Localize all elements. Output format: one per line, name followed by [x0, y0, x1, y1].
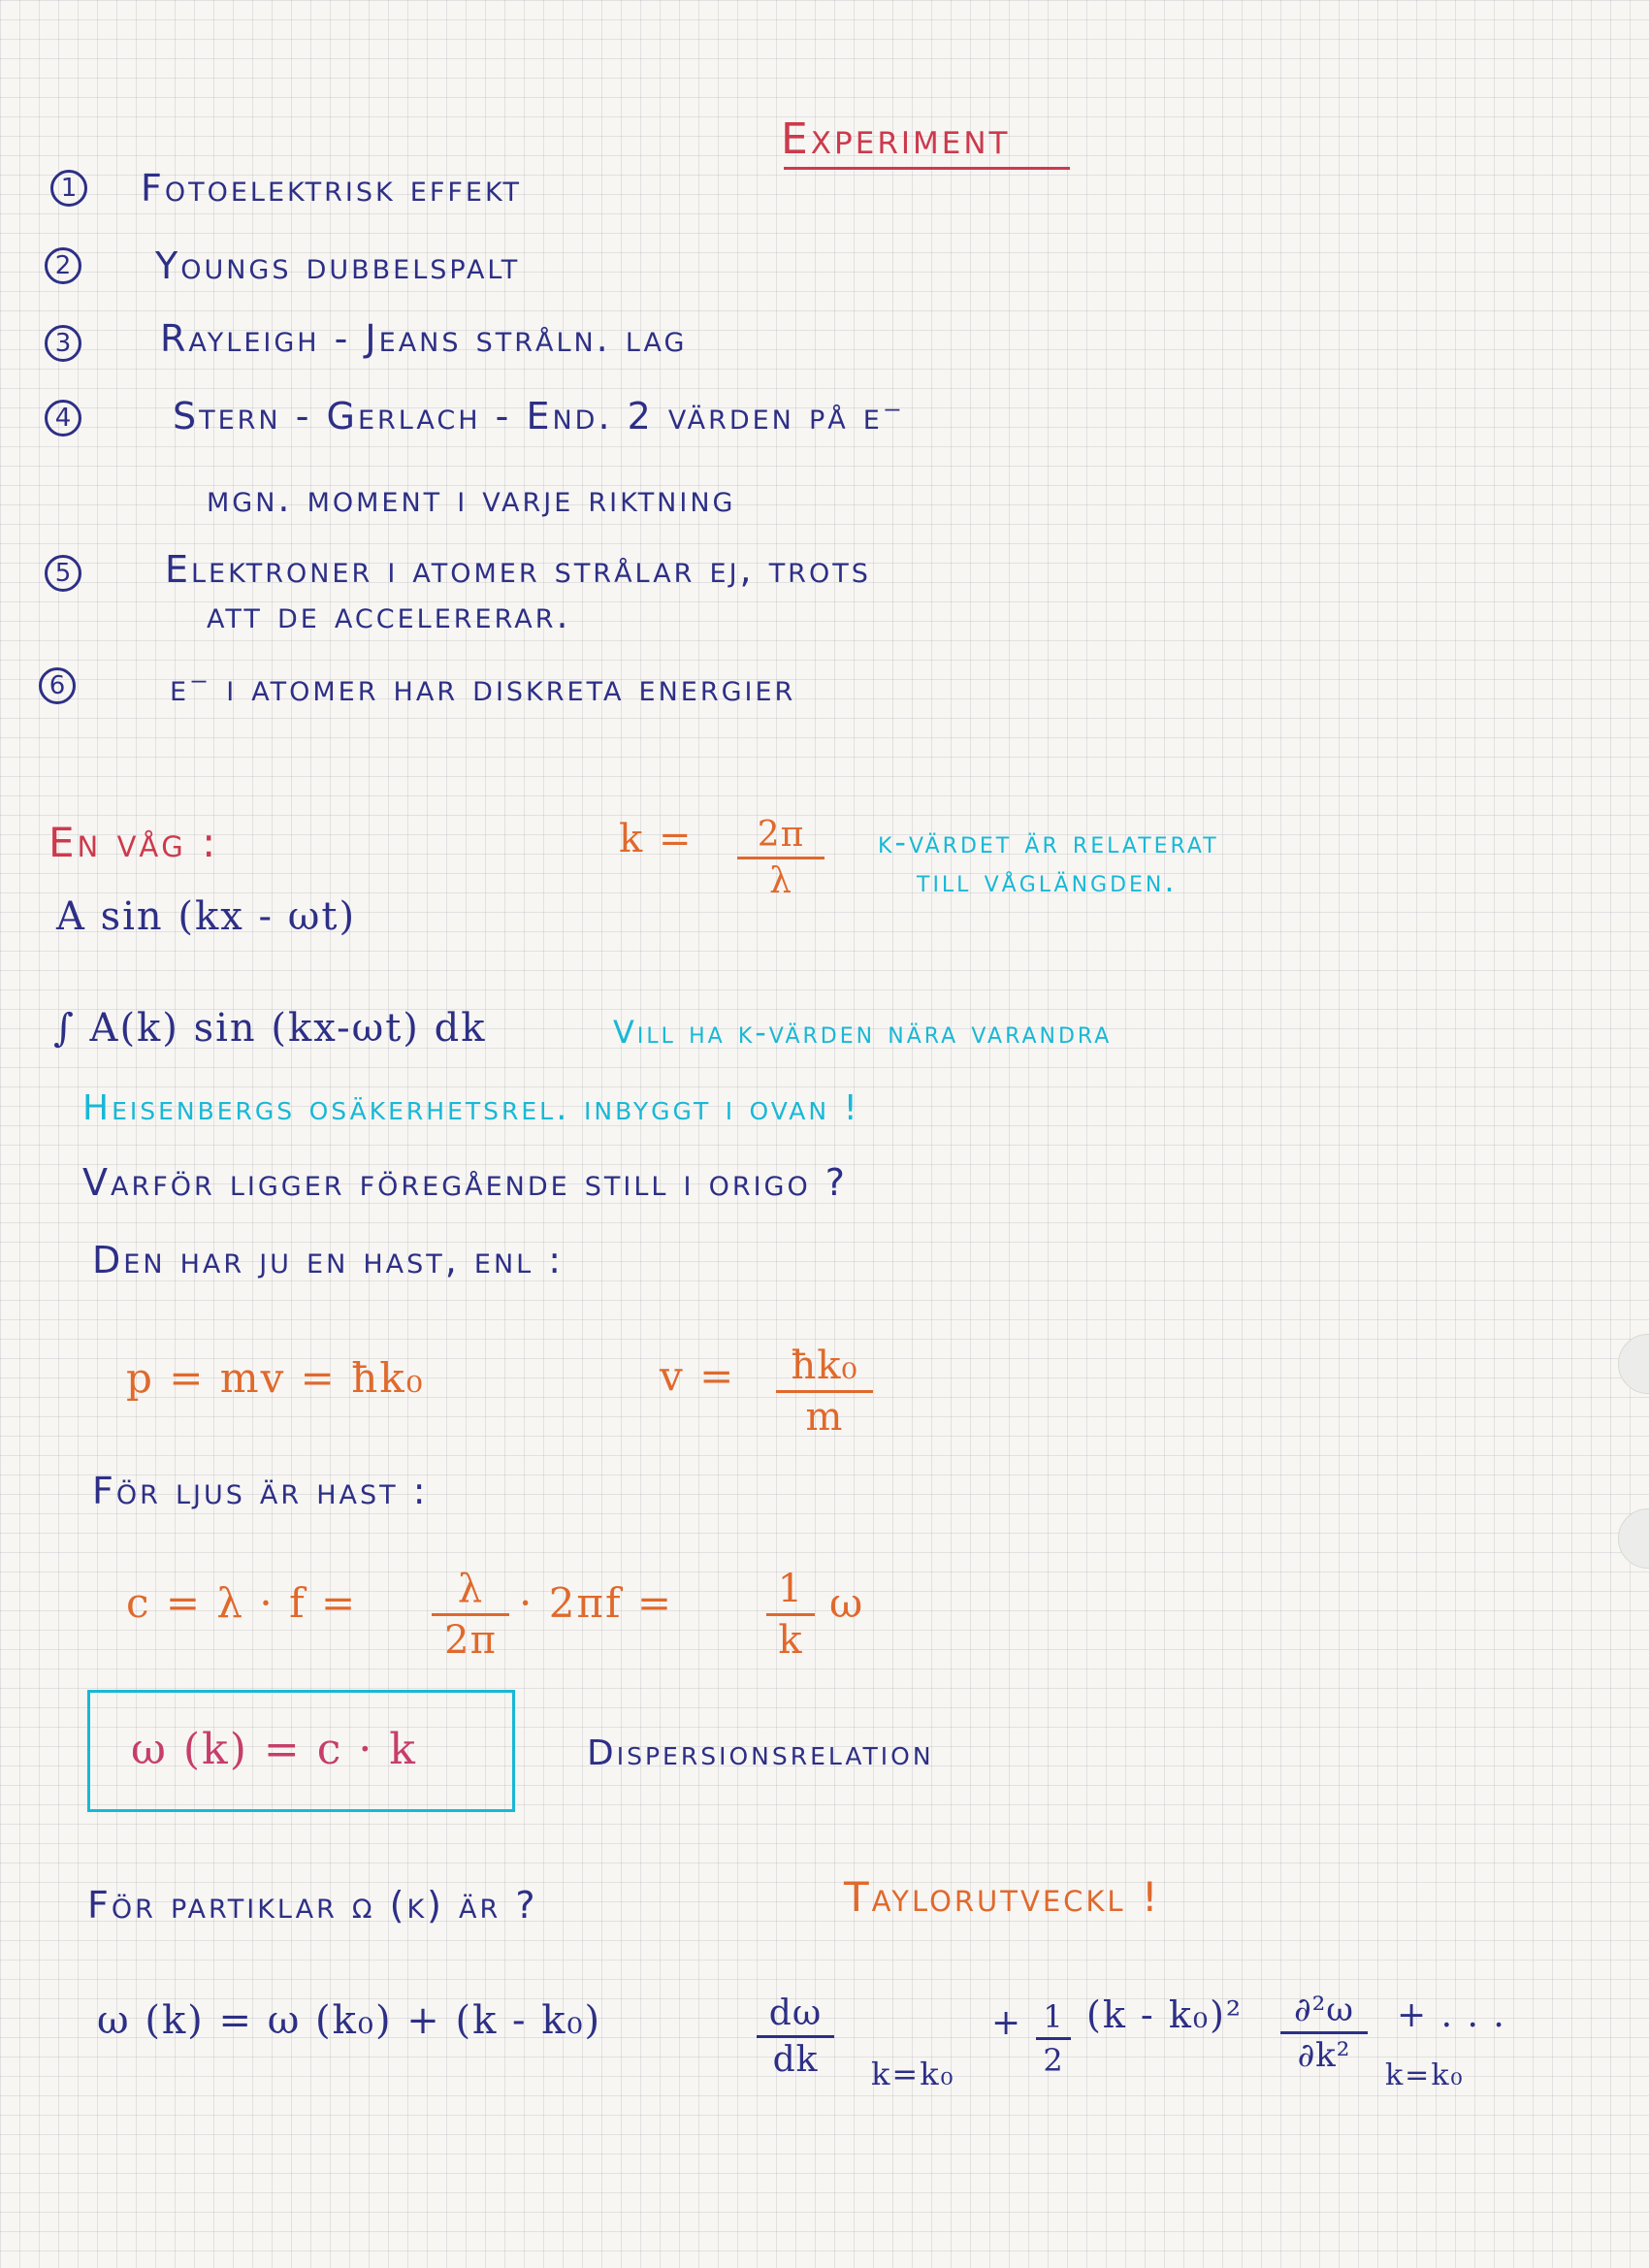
- one-over-k-numerator: 1: [777, 1567, 804, 1611]
- second-derivative-denominator: ∂k²: [1297, 2036, 1351, 2075]
- experiment-item-5: Elektroner i atomer strålar ej, trots: [165, 548, 871, 591]
- item-number-6: 6: [39, 667, 76, 704]
- heisenberg-note: Heisenbergs osäkerhetsrel. inbyggt i ovan !: [82, 1088, 860, 1128]
- light-middle: · 2πf =: [519, 1579, 674, 1627]
- taylor-lhs: ω (k) = ω (k₀) + (k - k₀): [97, 1998, 602, 2043]
- k-definition-lhs: k =: [619, 817, 694, 861]
- momentum-expression: p = mv = ħk₀: [126, 1354, 425, 1402]
- experiment-item-4-continued: mgn. moment i varje riktning: [207, 477, 736, 520]
- experiment-item-6: e⁻ i atomer har diskreta energier: [170, 666, 796, 709]
- wave-heading: En våg :: [48, 819, 219, 866]
- item-number-4: 4: [45, 400, 81, 437]
- speed-of-light-lhs: c = λ · f =: [126, 1579, 358, 1627]
- one-over-k-bar: [766, 1613, 815, 1616]
- integral-note: Vill ha k-värden nära varandra: [613, 1014, 1113, 1051]
- experiment-item-5-continued: att de accelererar.: [207, 594, 571, 636]
- title-underline: [784, 167, 1070, 170]
- light-heading: För ljus är hast :: [92, 1470, 429, 1512]
- one-half: [1036, 1998, 1071, 2079]
- second-derivative-numerator: ∂²ω: [1294, 1991, 1354, 2029]
- lambda-over-2pi-bar: [432, 1613, 509, 1616]
- taylor-hint: Taylorutveckl !: [844, 1873, 1161, 1921]
- dispersion-label: Dispersionsrelation: [587, 1733, 934, 1773]
- wave-expression: A sin (kx - ωt): [56, 894, 357, 939]
- velocity-lhs: v =: [660, 1352, 736, 1400]
- second-eval-point: k=k₀: [1385, 2058, 1465, 2092]
- lambda-over-2pi-denominator: 2π: [444, 1618, 497, 1663]
- first-derivative-bar: [757, 2035, 834, 2038]
- dispersion-formula: ω (k) = c · k: [131, 1725, 417, 1774]
- second-derivative-bar: [1280, 2031, 1368, 2034]
- first-derivative-numerator: dω: [768, 1993, 823, 2033]
- light-tail: ω: [829, 1579, 865, 1627]
- first-derivative: [757, 1993, 834, 2080]
- page-title: Experiment: [781, 114, 1011, 164]
- one-over-k-denominator: k: [778, 1618, 803, 1663]
- particles-question: För partiklar ω (k) är ?: [87, 1884, 538, 1927]
- lambda-over-2pi-numerator: λ: [457, 1567, 484, 1611]
- one-half-denominator: 2: [1043, 2042, 1064, 2079]
- velocity-denominator: m: [805, 1395, 844, 1440]
- first-derivative-denominator: dk: [772, 2040, 819, 2080]
- integral-expression: ∫ A(k) sin (kx-ωt) dk: [53, 1006, 487, 1051]
- k-note-line1: k-värdet är relaterat: [878, 824, 1219, 860]
- one-half-bar: [1036, 2037, 1071, 2040]
- k-fraction-bar: [737, 857, 824, 859]
- item-number-1: 1: [50, 170, 87, 207]
- item-number-2: 2: [45, 247, 81, 284]
- velocity-fraction: [776, 1344, 873, 1440]
- one-over-k: [766, 1567, 815, 1663]
- velocity-fraction-bar: [776, 1390, 873, 1393]
- item-number-5: 5: [45, 555, 81, 592]
- k-fraction-denominator: λ: [769, 861, 792, 901]
- taylor-tail: + . . .: [1397, 1995, 1506, 2035]
- k-fraction: [737, 815, 824, 901]
- k-note-line2: till våglängden.: [917, 862, 1178, 899]
- item-number-3: 3: [45, 325, 81, 362]
- binder-hole-top: [1618, 1334, 1649, 1394]
- experiment-item-4: Stern - Gerlach - End. 2 värden på e⁻: [173, 395, 905, 437]
- k-fraction-numerator: 2π: [757, 815, 805, 855]
- binder-hole-bottom: [1618, 1508, 1649, 1569]
- velocity-numerator: ħk₀: [791, 1344, 858, 1388]
- question-line2: Den har ju en hast, enl :: [92, 1239, 565, 1281]
- experiment-item-3: Rayleigh - Jeans stråln. lag: [160, 317, 688, 360]
- question-line1: Varför ligger föregående still i origo ?: [82, 1161, 848, 1204]
- second-derivative: [1280, 1991, 1368, 2075]
- taylor-plus: +: [991, 2003, 1023, 2043]
- experiment-item-1: Fotoelektrisk effekt: [141, 167, 523, 210]
- squared-term: (k - k₀)²: [1086, 1993, 1244, 2036]
- experiment-item-2: Youngs dubbelspalt: [155, 244, 521, 287]
- one-half-numerator: 1: [1043, 1998, 1064, 2035]
- lambda-over-2pi: [432, 1567, 509, 1663]
- first-eval-point: k=k₀: [871, 2056, 955, 2092]
